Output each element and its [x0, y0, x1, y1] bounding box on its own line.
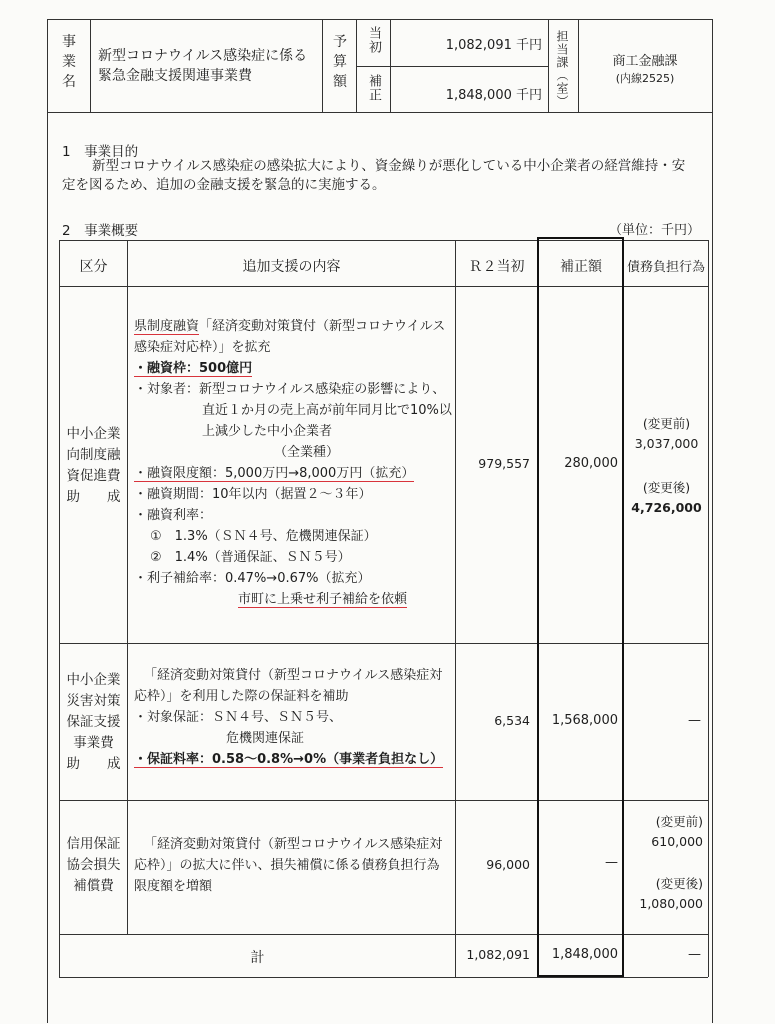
- loan-rate-item: ・融資利率：: [134, 508, 213, 523]
- revised-budget-value: 1,848,000 千円: [445, 88, 542, 103]
- row1-debt-before: 3,037,000: [634, 436, 699, 451]
- header-category: 区分: [79, 259, 108, 275]
- section1-heading: 1 事業目的: [62, 144, 139, 160]
- dept-name: 商工金融課: [612, 54, 678, 69]
- initial-budget-value: 1,082,091 千円: [445, 38, 542, 53]
- row3-r2-initial: 96,000: [486, 857, 530, 872]
- total-r2-initial: 1,082,091: [466, 947, 530, 962]
- section1-body: 新型コロナウイルス感染症の感染拡大により、資金繰りが悪化している中小企業者の経営維持・安定を図るため、追加の金融支援を緊急的に実施する。: [62, 158, 686, 193]
- municipal-request: 市町に上乗せ利子補給を依頼: [238, 592, 408, 607]
- initial-label: 当初: [366, 26, 381, 54]
- row3-debt-before-label: (変更前): [655, 814, 703, 829]
- total-revision: 1,848,000: [551, 947, 618, 962]
- row1-r2-initial: 979,557: [478, 456, 530, 471]
- divider: [90, 19, 91, 112]
- header-debt: 債務負担行為: [626, 260, 705, 275]
- divider: [708, 240, 709, 977]
- interest-subsidy-item: ・利子補給率：0.47%→0.67%（拡充）: [134, 571, 371, 586]
- divider: [356, 66, 548, 67]
- row2-target-item: ・対象保証：ＳＮ４号、ＳＮ５号、: [134, 710, 343, 725]
- divider: [322, 19, 323, 112]
- guarantee-fee-item: ・保証料率：0.58〜0.8%→0%（事業者負担なし）: [134, 752, 444, 767]
- row2-revision: 1,568,000: [551, 713, 618, 728]
- tantou-label: 担当課（室）: [555, 30, 569, 108]
- revised-label: 補正: [366, 74, 381, 102]
- header-top-border: [47, 19, 713, 20]
- row2-content: [134, 665, 452, 770]
- row3-content: 「経済変動対策貸付（新型コロナウイルス感染症対応枠）」の拡大に伴い、損失補償に係る債務負担行為限度額を増額: [134, 837, 443, 894]
- target-item-scope: （全業種）: [274, 445, 340, 460]
- divider: [59, 977, 708, 978]
- dept-extension: (内線2525): [615, 72, 675, 85]
- row3-debt-after: 1,080,000: [639, 896, 703, 911]
- project-name: 新型コロナウイルス感染症に係る緊急金融支援関連事業費: [98, 48, 308, 84]
- divider: [127, 240, 128, 934]
- divider: [548, 19, 549, 112]
- total-debt: —: [688, 947, 701, 962]
- row1-category: 中小企業 向制度融 資促進費 助 成: [66, 426, 121, 505]
- jigyou-label: 事 業 名: [62, 34, 76, 90]
- row1-debt-after: 4,726,000: [631, 500, 702, 515]
- row3-revision: —: [605, 855, 618, 870]
- row1-content: [134, 316, 452, 610]
- loan-frame-item: ・融資枠：500億円: [134, 361, 253, 376]
- row1-revision: 280,000: [564, 456, 618, 471]
- row1-intro: 「経済変動対策貸付（新型コロナウイルス感染症対応枠）」を拡充: [134, 319, 446, 355]
- row1-debt-before-label: (変更前): [642, 416, 691, 431]
- divider: [578, 19, 579, 112]
- section2-heading: 2 事業概要: [62, 223, 139, 239]
- row2-category: 中小企業 災害対策 保証支援 事業費 助 成: [66, 672, 121, 772]
- unit-label: （単位：千円）: [608, 223, 700, 238]
- total-label: 計: [250, 950, 265, 966]
- target-item: ・対象者：新型コロナウイルス感染症の影響により、直近１か月の売上高が前年同月比で10%以上減少した中小企業者: [134, 382, 452, 439]
- row2-target-item-2: 危機関連保証: [226, 731, 305, 746]
- row1-debt-after-label: (変更後): [642, 480, 691, 495]
- budget-label: 予 算 額: [333, 34, 347, 90]
- loan-period-item: ・融資期間：10年以内（据置２〜３年）: [134, 487, 372, 502]
- row3-debt: [625, 812, 703, 914]
- row2-intro: 「経済変動対策貸付（新型コロナウイルス感染症対応枠）」を利用した際の保証料を補助: [134, 668, 443, 704]
- loan-limit-item: ・融資限度額：5,000万円→8,000万円（拡充）: [134, 466, 415, 481]
- row1-debt: [625, 414, 708, 518]
- header-content: 追加支援の内容: [242, 259, 341, 275]
- header-r2-initial: Ｒ２当初: [468, 259, 525, 275]
- prefectural-loan-label: 県制度融資: [134, 319, 200, 334]
- loan-rate-1: ① 1.3%（ＳＮ４号、危機関連保証）: [150, 529, 377, 544]
- row3-category: 信用保証 協会損失 補償費: [66, 836, 121, 894]
- row2-debt: —: [688, 713, 701, 728]
- row3-debt-after-label: (変更後): [655, 876, 703, 891]
- header-revision: 補正額: [560, 259, 602, 275]
- loan-rate-2: ② 1.4%（普通保証、ＳＮ５号）: [150, 550, 351, 565]
- row3-debt-before: 610,000: [651, 834, 703, 849]
- header-bottom-border: [47, 112, 713, 113]
- row2-r2-initial: 6,534: [494, 713, 530, 728]
